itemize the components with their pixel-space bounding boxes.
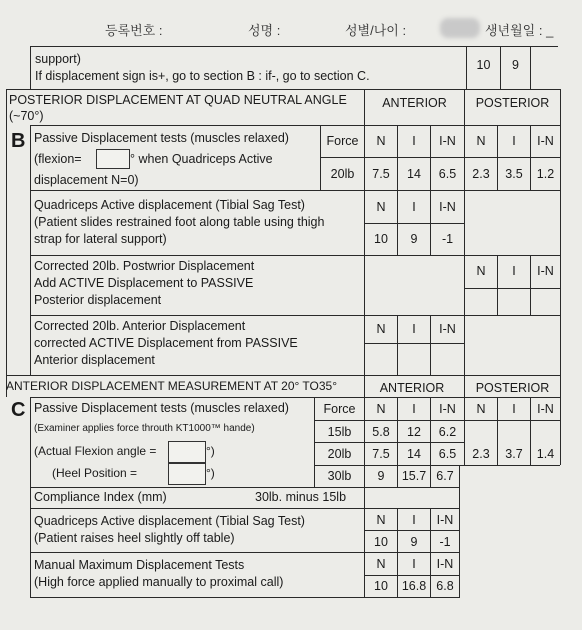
b-flexion-input[interactable]: [96, 149, 130, 169]
b-ant-head-in: I-N: [439, 134, 456, 148]
section-b-title: POSTERIOR DISPLACEMENT AT QUAD NEUTRAL ANGLE: [9, 93, 347, 107]
c-force-label: Force: [323, 402, 356, 416]
b-passive-line-1: Passive Displacement tests (muscles relaxed): [34, 131, 289, 145]
c-manual-head-i: I: [412, 557, 416, 571]
c-post-head-n: N: [476, 402, 486, 416]
c-post-head-i: I: [512, 402, 516, 416]
b-corr-post-head-i: I: [512, 264, 516, 278]
b-passive-line-2a: (flexion=: [34, 152, 82, 166]
section-c-title: ANTERIOR DISPLACEMENT MEASUREMENT AT 20° TO35°: [6, 379, 338, 393]
c-post-head-in: I-N: [537, 402, 554, 416]
c-ant-20-n: 7.5: [372, 447, 390, 461]
c-ant-15-n: 5.8: [372, 425, 390, 439]
c-passive-line-4b: °): [206, 466, 215, 480]
section-c-letter: C: [11, 399, 26, 421]
c-quad-head-n: N: [376, 513, 386, 527]
section-b-letter: B: [11, 130, 26, 152]
c-post-val-i: 3.7: [505, 447, 523, 461]
c-load-15lb: 15lb: [327, 425, 352, 439]
b-quad-val-in: -1: [441, 232, 454, 246]
b-corr-ant-line-2: corrected ACTIVE Displacement from PASSIVE: [34, 336, 298, 350]
c-passive-line-2: (Examiner applies force throuth KT1000™ hande): [34, 423, 255, 434]
sex-age-label: 성별/나이 :: [345, 23, 407, 38]
c-manual-val-n: 10: [374, 579, 388, 593]
b-quad-line-2: (Patient slides restrained foot along table using thigh: [34, 215, 325, 229]
c-load-20lb: 20lb: [327, 447, 352, 461]
c-ant-30-n: 9: [377, 469, 385, 483]
b-corr-post-line-3: Posterior displacement: [34, 293, 162, 307]
b-quad-line-3: strap for lateral support): [34, 232, 167, 246]
b-quad-head-n: N: [376, 200, 386, 214]
name-label: 성명 :: [248, 23, 281, 38]
c-flexion-angle-input[interactable]: [168, 441, 206, 463]
b-post-head-n: N: [476, 134, 486, 148]
c-ant-15-in: 6.2: [438, 425, 457, 439]
b-ant-val-i: 14: [407, 167, 421, 181]
redacted-area: [440, 18, 480, 38]
c-quad-val-n: 10: [374, 535, 388, 549]
c-manual-head-n: N: [376, 557, 386, 571]
b-corr-post-head-in: I-N: [537, 264, 554, 278]
c-manual-val-in: 6.8: [436, 579, 454, 593]
section-b-anterior-header: ANTERIOR: [382, 96, 447, 110]
c-post-val-in: 1.4: [536, 447, 555, 461]
c-ant-20-in: 6.5: [438, 447, 457, 461]
c-manual-line-1: Manual Maximum Displacement Tests: [34, 558, 245, 572]
c-load-30lb: 30lb: [327, 469, 352, 483]
b-post-val-n: 2.3: [472, 167, 490, 181]
c-passive-line-1: Passive Displacement tests (muscles relaxed): [34, 401, 289, 415]
b-corr-ant-line-1: Corrected 20lb. Anterior Displacement: [34, 319, 246, 333]
section-c-posterior-header: POSTERIOR: [475, 381, 550, 395]
b-corr-ant-head-i: I: [412, 322, 416, 336]
b-ant-val-in: 6.5: [438, 167, 457, 181]
c-quad-line-2: (Patient raises heel slightly off table): [34, 531, 235, 545]
reg-no-label: 등록번호 :: [105, 23, 163, 38]
c-manual-head-in: I-N: [436, 557, 454, 571]
c-quad-head-in: I-N: [436, 513, 454, 527]
b-quad-val-i: 9: [410, 232, 418, 246]
b-corr-ant-head-in: I-N: [439, 322, 456, 336]
c-manual-val-i: 16.8: [401, 579, 427, 593]
b-corr-ant-line-3: Anterior displacement: [34, 353, 155, 367]
b-passive-line-3: displacement N=0): [34, 173, 139, 187]
patient-header: [0, 14, 582, 44]
b-force-label: Force: [326, 134, 359, 148]
b-quad-head-i: I: [412, 200, 416, 214]
intro-line-1: support): [35, 52, 81, 66]
dob-label: 생년월일 : _: [485, 23, 554, 38]
b-corr-post-line-1: Corrected 20lb. Postwrior Displacement: [34, 259, 255, 273]
c-ant-head-i: I: [412, 402, 416, 416]
c-ant-30-i: 15.7: [401, 469, 427, 483]
c-compliance-label: Compliance Index (mm): [34, 490, 167, 504]
c-heel-position-input[interactable]: [168, 463, 206, 485]
b-corr-post-line-2: Add ACTIVE Displacement to PASSIVE: [34, 276, 254, 290]
c-ant-head-n: N: [376, 402, 386, 416]
c-manual-line-2: (High force applied manually to proximal call): [34, 575, 284, 589]
b-corr-ant-head-n: N: [376, 322, 386, 336]
c-passive-line-4a: (Heel Position =: [52, 466, 138, 480]
c-passive-line-3b: °): [206, 444, 215, 458]
c-quad-line-1: Quadriceps Active displacement (Tibial Sag Test): [34, 514, 305, 528]
section-c-anterior-header: ANTERIOR: [379, 381, 445, 395]
c-quad-val-i: 9: [410, 535, 418, 549]
c-quad-val-in: -1: [439, 535, 451, 549]
intro-line-2: If displacement sign is+, go to section B : if-, go to section C.: [35, 69, 370, 83]
c-ant-30-in: 6.7: [436, 469, 454, 483]
b-post-head-i: I: [512, 134, 516, 148]
b-post-head-in: I-N: [537, 134, 554, 148]
b-ant-head-n: N: [376, 134, 386, 148]
b-post-val-i: 3.5: [505, 167, 523, 181]
b-ant-head-i: I: [412, 134, 416, 148]
intro-cell-2: 9: [512, 58, 519, 72]
c-ant-20-i: 14: [407, 447, 421, 461]
section-b-subtitle: (~70°): [9, 109, 44, 123]
section-b-posterior-header: POSTERIOR: [475, 96, 550, 110]
c-ant-15-i: 12: [407, 425, 421, 439]
b-load-20lb: 20lb: [330, 167, 355, 181]
b-corr-post-head-n: N: [476, 264, 486, 278]
c-ant-head-in: I-N: [439, 402, 456, 416]
c-compliance-formula: 30lb. minus 15lb: [255, 490, 347, 504]
c-quad-head-i: I: [412, 513, 416, 527]
intro-cell-1: 10: [476, 58, 491, 72]
c-passive-line-3a: (Actual Flexion angle =: [34, 444, 157, 458]
c-post-val-n: 2.3: [472, 447, 490, 461]
b-quad-line-1: Quadriceps Active displacement (Tibial Sag Test): [34, 198, 305, 212]
b-ant-val-n: 7.5: [372, 167, 390, 181]
b-quad-head-in: I-N: [439, 200, 456, 214]
b-post-val-in: 1.2: [536, 167, 555, 181]
b-passive-line-2b: ° when Quadriceps Active: [130, 152, 273, 166]
b-quad-val-n: 10: [374, 232, 388, 246]
